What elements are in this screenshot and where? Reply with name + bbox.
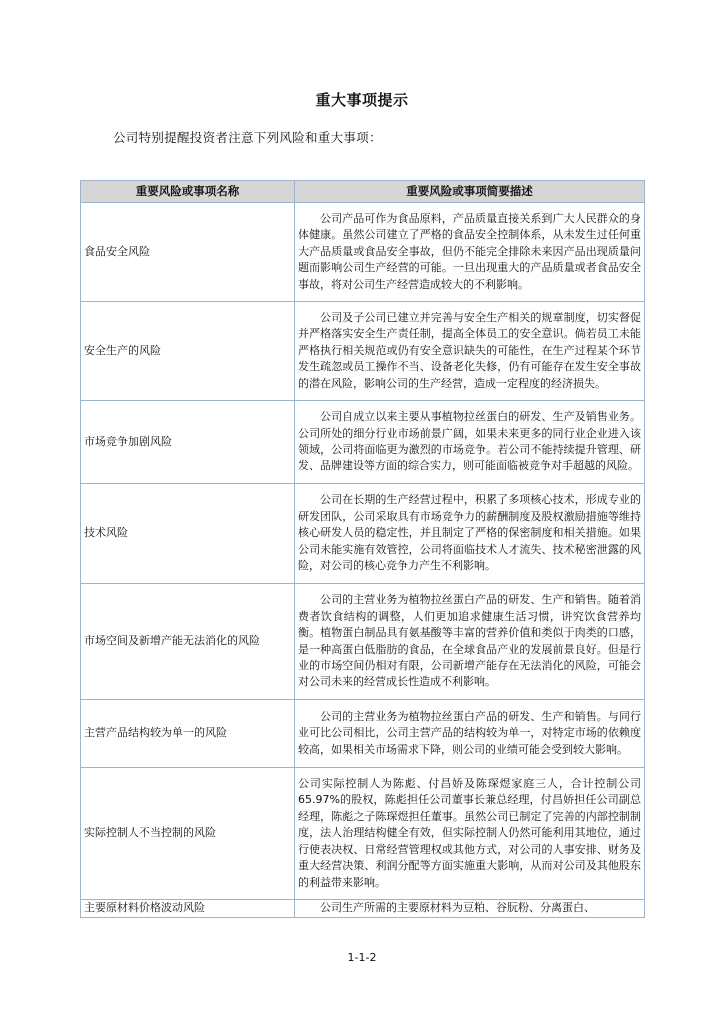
table-row bbox=[81, 203, 645, 302]
risk-description: 公司及子公司已建立并完善与安全生产相关的规章制度，切实督促并严格落实安全生产责任制，提高全体员工的安全意识。倘若员工未能严格执行相关规范或仍有安全意识缺失的可能性，在生产过程某个环节发生疏忽或员工操作不当、设备老化失修，仍有可能存在发生安全事故的潜在风险，影响公司的生产经营，造成一定程度的经济损失。 bbox=[295, 302, 645, 401]
risk-table bbox=[80, 180, 645, 918]
page-title: 重大事项提示 bbox=[315, 91, 409, 109]
risk-name: 主营产品结构较为单一的风险 bbox=[81, 700, 295, 768]
risk-description: 公司在长期的生产经营过程中，积累了多项核心技术，形成专业的研发团队，公司采取具有市场竞争力的薪酬制度及股权激励措施等维持核心研发人员的稳定性，并且制定了严格的保密制度和相关措施。如果公司未能实施有效管控，公司将面临技术人才流失、技术秘密泄露的风险，对公司的核心竞争力产生不利影响。 bbox=[295, 484, 645, 584]
column-header-description: 重要风险或事项简要描述 bbox=[295, 181, 645, 203]
table-row bbox=[81, 401, 645, 484]
table-row bbox=[81, 768, 645, 900]
page-number: 1-1-2 bbox=[347, 951, 377, 964]
risk-name: 主要原材料价格波动风险 bbox=[81, 900, 295, 918]
table-header-row bbox=[81, 181, 645, 203]
risk-description: 公司的主营业务为植物拉丝蛋白产品的研发、生产和销售。与同行业可比公司相比，公司主营产品的结构较为单一，对特定市场的依赖度较高，如果相关市场需求下降，则公司的业绩可能会受到较大影响。 bbox=[295, 700, 645, 768]
table-row bbox=[81, 700, 645, 768]
risk-name: 市场竞争加剧风险 bbox=[81, 401, 295, 484]
risk-name: 安全生产的风险 bbox=[81, 302, 295, 401]
risk-name: 食品安全风险 bbox=[81, 203, 295, 302]
table-row bbox=[81, 584, 645, 700]
table-row bbox=[81, 484, 645, 584]
column-header-name: 重要风险或事项名称 bbox=[81, 181, 295, 203]
risk-description: 公司产品可作为食品原料，产品质量直接关系到广大人民群众的身体健康。虽然公司建立了严格的食品安全控制体系，从未发生过任何重大产品质量或食品安全事故，但仍不能完全排除未来因产品出现质量问题而影响公司生产经营的可能。一旦出现重大的产品质量或者食品安全事故，将对公司生产经营造成较大的不利影响。 bbox=[295, 203, 645, 302]
table-row bbox=[81, 302, 645, 401]
risk-name: 技术风险 bbox=[81, 484, 295, 584]
risk-description: 公司实际控制人为陈彪、付昌娇及陈琛煜家庭三人，合计控制公司 65.97%的股权，陈彪担任公司董事长兼总经理，付昌娇担任公司副总经理，陈彪之子陈琛煜担任董事。虽然公司已制定了完善的内部控制制度，法人治理结构健全有效，但实际控制人仍然可能利用其地位，通过行使表决权、日常经营管理权或其他方式，对公司的人事安排、财务及重大经营决策、利润分配等方面实施重大影响，从而对公司及其他股东的利益带来影响。 bbox=[295, 768, 645, 900]
risk-name: 实际控制人不当控制的风险 bbox=[81, 768, 295, 900]
risk-description: 公司的主营业务为植物拉丝蛋白产品的研发、生产和销售。随着消费者饮食结构的调整，人们更加追求健康生活习惯，讲究饮食营养均衡。植物蛋白制品具有氨基酸等丰富的营养价值和类似于肉类的口感，是一种高蛋白低脂肪的食品，在全球食品产业的发展前景良好。但是行业的市场空间仍相对有限，公司新增产能存在无法消化的风险，可能会对公司未来的经营成长性造成不利影响。 bbox=[295, 584, 645, 700]
risk-description: 公司自成立以来主要从事植物拉丝蛋白的研发、生产及销售业务。公司所处的细分行业市场前景广阔，如果未来更多的同行业企业进入该领域，公司将面临更为激烈的市场竞争。若公司不能持续提升管理、研发、品牌建设等方面的综合实力，则可能面临被竞争对手超越的风险。 bbox=[295, 401, 645, 484]
risk-name: 市场空间及新增产能无法消化的风险 bbox=[81, 584, 295, 700]
intro-text: 公司特别提醒投资者注意下列风险和重大事项： bbox=[113, 130, 382, 145]
table-row bbox=[81, 900, 645, 918]
risk-description: 公司生产所需的主要原材料为豆粕、谷朊粉、分离蛋白、 bbox=[295, 900, 645, 918]
